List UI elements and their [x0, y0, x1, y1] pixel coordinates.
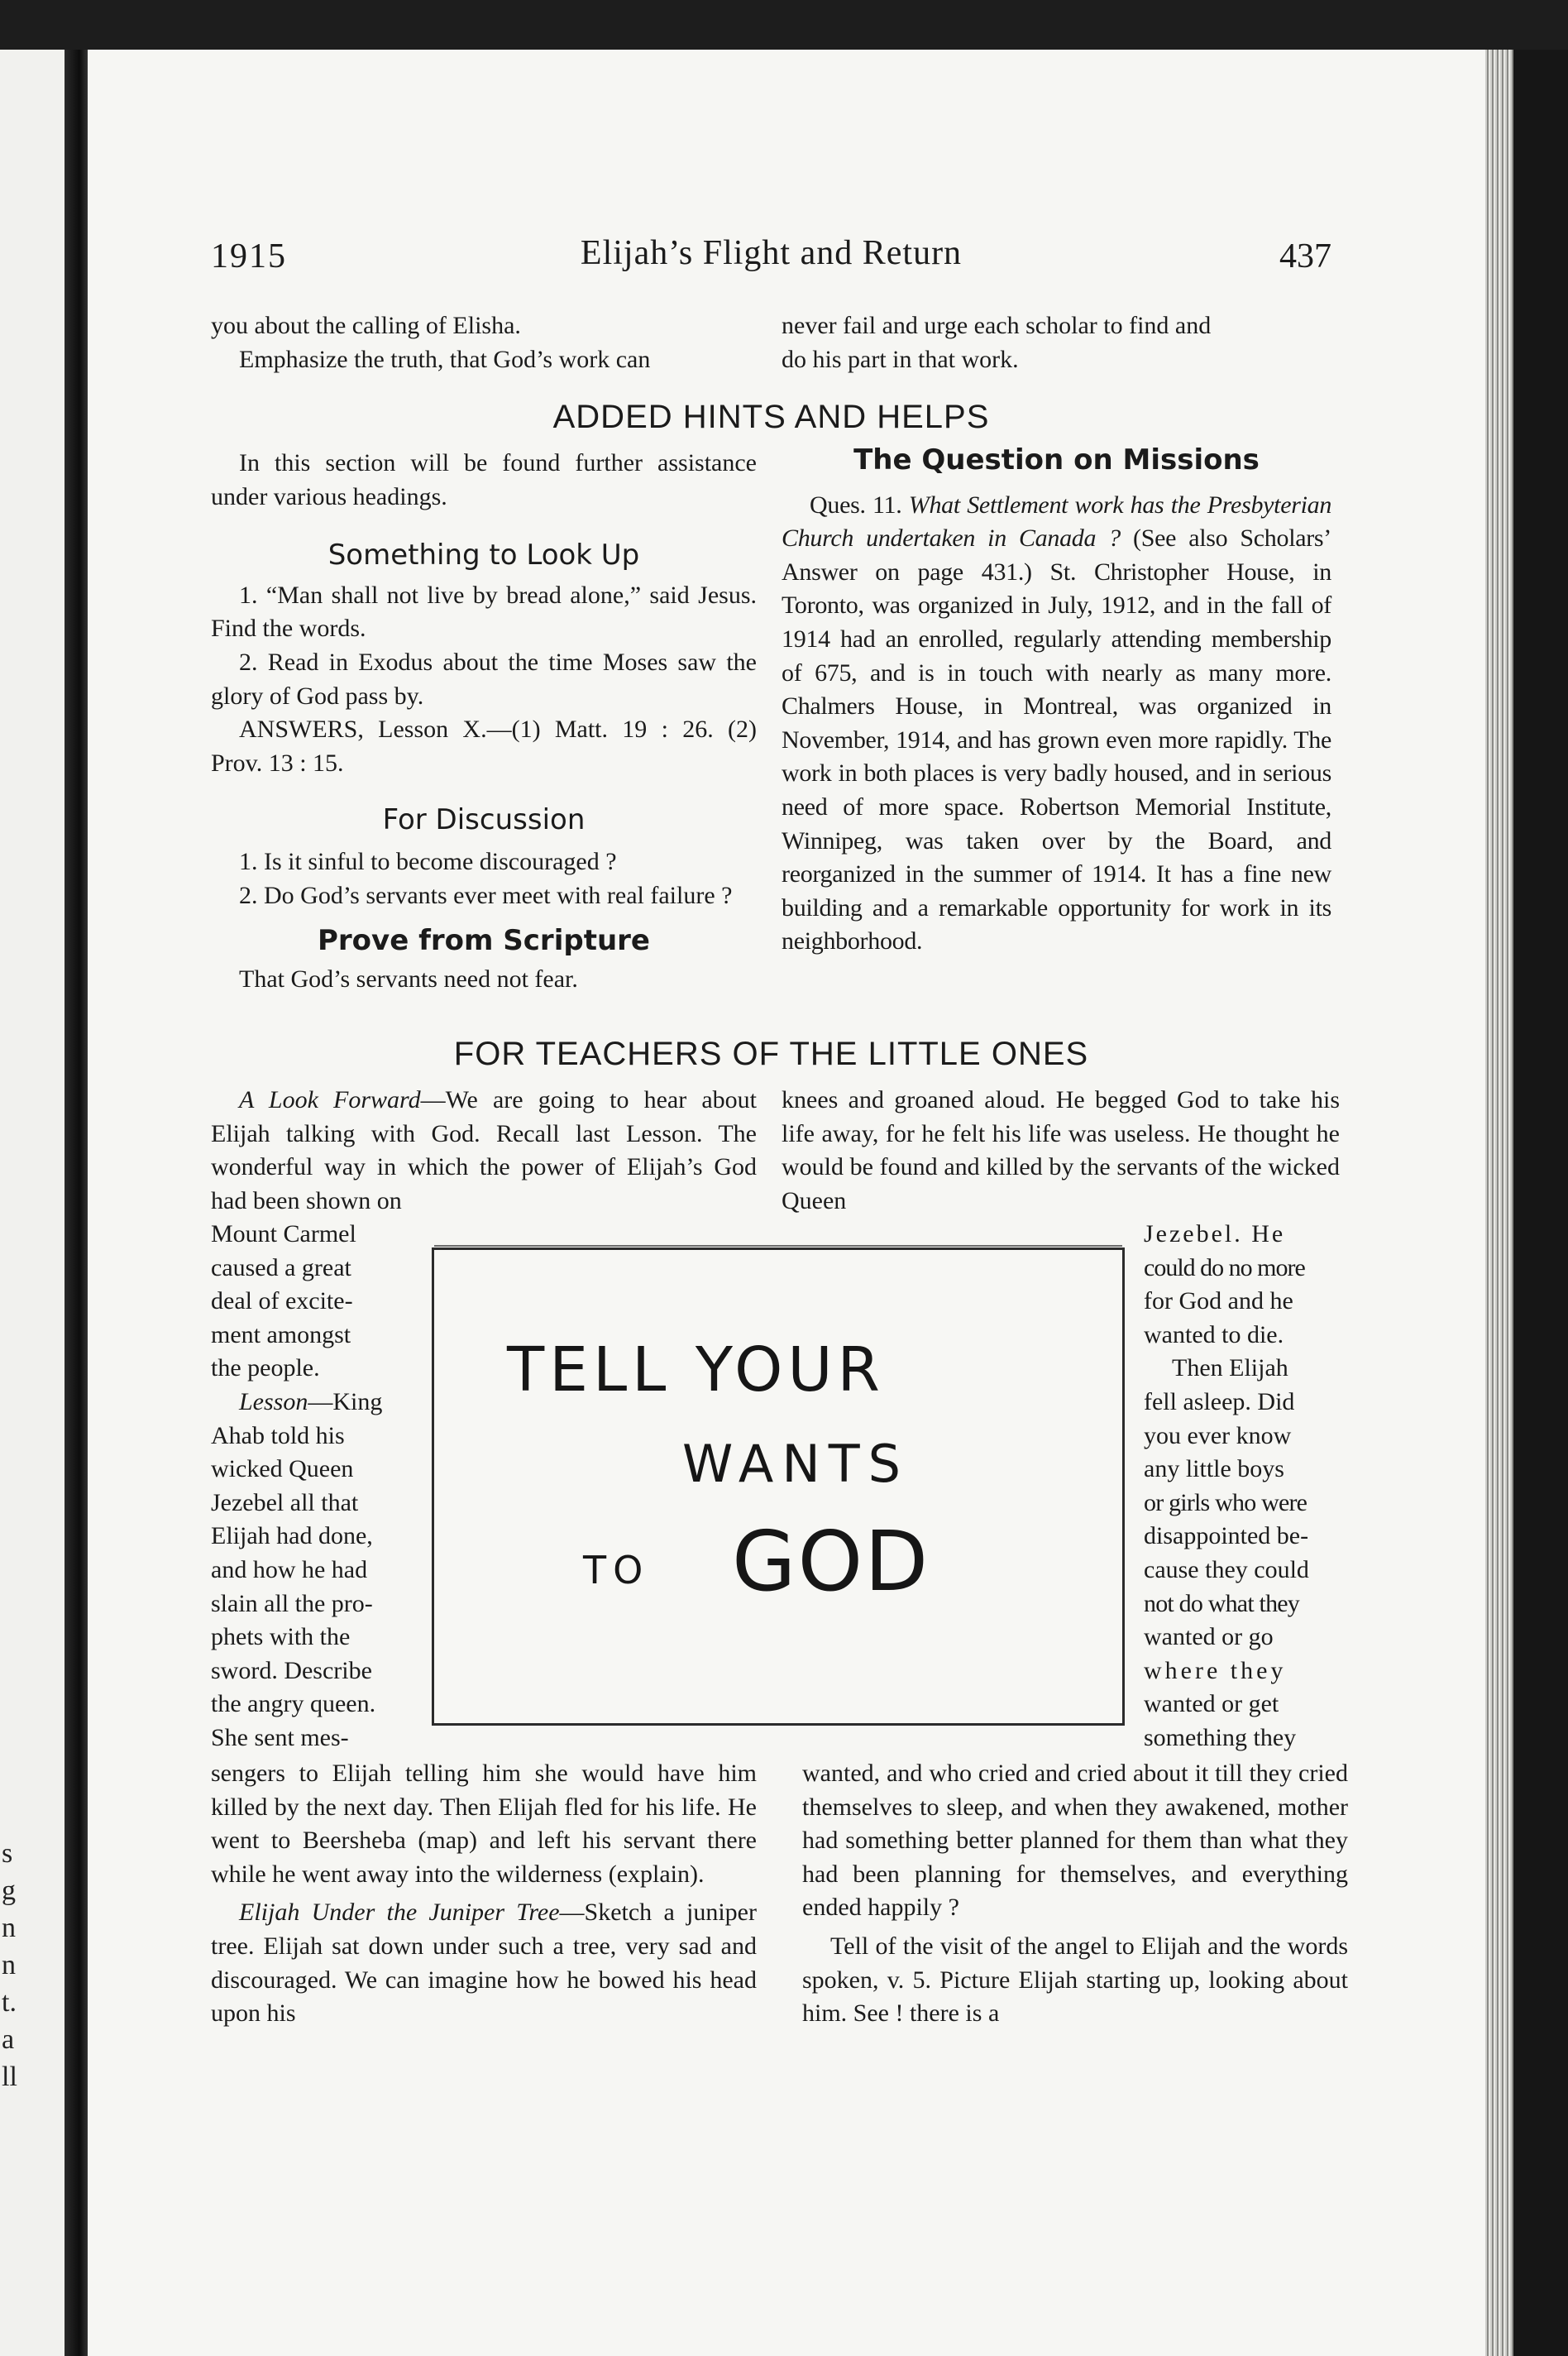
text-line: Emphasize the truth, that God’s work can — [239, 345, 651, 373]
wrap-line: the angry queen. — [211, 1690, 376, 1718]
book-gutter — [65, 50, 89, 2356]
wrap-line: could do no more — [1144, 1253, 1305, 1281]
wrap-line: disappointed be- — [1144, 1522, 1309, 1550]
poster-line-2: WANTS — [682, 1434, 909, 1494]
wrap-line: sword. Describe — [211, 1656, 372, 1684]
lesson-label: Lesson — [239, 1387, 308, 1415]
subheading-missions: The Question on Missions — [853, 443, 1260, 476]
wrap-line: Jezebel all that — [211, 1488, 359, 1516]
right-last-paragraph: Tell of the visit of the angel to Elijah and the words spoken, v. 5. Picture Elijah starting up, looking about him. See ! there is a — [802, 1932, 1348, 2028]
section-heading-little-ones: FOR TEACHERS OF THE LITTLE ONES — [453, 1036, 1089, 1072]
wrap-line: —King — [308, 1387, 383, 1415]
subheading-look-up: Something to Look Up — [327, 539, 640, 572]
left-bottom-column — [211, 1757, 757, 2031]
wrap-line: something they — [1144, 1723, 1297, 1751]
facing-page — [0, 50, 66, 2356]
right-bottom-column — [802, 1757, 1348, 2031]
wrap-line: you ever know — [1144, 1421, 1292, 1449]
left-wrap-column — [211, 1218, 414, 1755]
wrap-line: Elijah had done, — [211, 1522, 373, 1550]
wrap-line: ment amongst — [211, 1320, 351, 1348]
facing-page-fragment: ll — [2, 2062, 17, 2092]
wrap-line: the people. — [211, 1354, 320, 1382]
juniper-label: Elijah Under the Juniper Tree — [239, 1899, 560, 1927]
poster-line-3-big: GOD — [732, 1513, 930, 1610]
right-top-text: knees and groaned aloud. He begged God to take his life away, for he felt his life was useless. He thought he would be found and killed by the servants of the wicked Queen — [782, 1086, 1340, 1214]
hints-left-column — [211, 447, 757, 996]
right-after-poster: wanted, and who cried and cried about it till they cried themselves to sleep, and when they awakened, mother had something better planned for them than what they had been planning for themselves, and everything ended happily ? — [802, 1760, 1348, 1922]
look-up-item: 1. “Man shall not live by bread alone,” said Jesus. Find the words. — [211, 581, 757, 643]
page-edge-shadow — [1513, 50, 1568, 2356]
question-label: Ques. 11. — [810, 491, 902, 519]
wrap-line: She sent mes- — [211, 1723, 349, 1751]
mission-question: What Settlement work has the Presbyterian Church undertaken in Canada ? — [782, 491, 1332, 553]
poster-line-3-small: TO — [583, 1548, 650, 1592]
wrap-line: where they — [1144, 1656, 1287, 1684]
look-up-answers: ANSWERS, Lesson X.—(1) Matt. 19 : 26. (2) Prov. 13 : 15. — [211, 716, 757, 777]
text-line: never fail and urge each scholar to find and — [782, 312, 1212, 339]
hints-right-column — [782, 443, 1331, 959]
poster-rule — [434, 1245, 1122, 1247]
look-forward-label: A Look Forward — [239, 1086, 421, 1113]
subheading-prove: Prove from Scripture — [318, 924, 650, 958]
wrap-line: not do what they — [1144, 1589, 1300, 1617]
right-top-paragraph — [782, 1084, 1340, 1218]
left-after-poster: sengers to Elijah telling him she would have him killed by the next day. Then Elijah fled for his life. He went to Beersheba (map) and left his servant there while he went away into the wilderness (explain). — [211, 1760, 757, 1888]
wrap-line: caused a great — [211, 1253, 351, 1281]
look-up-item: 2. Read in Exodus about the time Moses saw the glory of God pass by. — [211, 648, 757, 710]
look-forward-paragraph — [211, 1084, 757, 1218]
wrap-line: any little boys — [1144, 1455, 1284, 1483]
facing-page-fragment: s — [2, 1838, 13, 1869]
facing-page-fragment: t. — [2, 1987, 17, 2018]
top-left-column — [211, 309, 757, 376]
wrap-line: Then Elijah — [1172, 1354, 1288, 1382]
wrap-line: phets with the — [211, 1623, 351, 1651]
subheading-discussion: For Discussion — [382, 803, 586, 837]
facing-page-fragment: n — [2, 1913, 16, 1943]
wrap-line: wanted or go — [1144, 1623, 1274, 1651]
juniper-text: —Sketch a juniper tree. Elijah sat down under such a tree, very sad and discouraged. We can imagine how he bowed his head upon his — [211, 1899, 757, 2028]
wrap-line: cause they could — [1144, 1555, 1309, 1583]
discussion-item: 1. Is it sinful to become discouraged ? — [239, 847, 617, 875]
poster-line-1: TELL YOUR — [507, 1334, 885, 1405]
page-title: Elijah’s Flight and Return — [580, 234, 963, 272]
poster-illustration — [432, 1247, 1125, 1726]
wrap-line: or girls who were — [1144, 1488, 1307, 1516]
wrap-line: slain all the pro- — [211, 1589, 373, 1617]
text-line: do his part in that work. — [782, 345, 1019, 373]
hints-intro: In this section will be found further assistance under various headings. — [211, 449, 757, 510]
wrap-line: Jezebel. He — [1144, 1220, 1286, 1247]
wrap-line: Ahab told his — [211, 1421, 345, 1449]
look-forward-text: —We are going to hear about Elijah talking with God. Recall last Lesson. The wonderful way in which the power of Elijah’s God had been shown on — [211, 1086, 758, 1214]
running-head — [211, 233, 1331, 283]
top-right-column — [782, 309, 1331, 376]
wrap-line: for God and he — [1144, 1287, 1293, 1315]
prove-text: That God’s servants need not fear. — [239, 965, 578, 993]
discussion-item: 2. Do God’s servants ever meet with real failure ? — [239, 881, 733, 909]
section-heading-added-hints: ADDED HINTS AND HELPS — [552, 399, 990, 435]
right-wrap-column — [1144, 1218, 1346, 1755]
facing-page-fragment: g — [2, 1875, 16, 1906]
facing-page-fragment: a — [2, 2024, 15, 2055]
wrap-line: deal of excite- — [211, 1287, 353, 1315]
year: 1915 — [211, 237, 287, 275]
wrap-line: and how he had — [211, 1555, 368, 1583]
page-edges — [1485, 50, 1513, 2356]
facing-page-fragment: n — [2, 1950, 16, 1980]
wrap-line: wicked Queen — [211, 1455, 354, 1483]
text-line: you about the calling of Elisha. — [211, 312, 521, 339]
wrap-line: wanted or get — [1144, 1690, 1279, 1718]
mission-answer: (See also Scholars’ Answer on page 431.) St. Christopher House, in Toronto, was organized in July, 1912, and in the fall of 1914 had an enrolled, regularly attending membership of 675, and is in touch with nearly as many more. Chalmers House, in Montreal, was organized in November, 1914, and has grown even more rapidly. The work in both places is very badly housed, and in serious need of more space. Robertson Memorial Institute, Winnipeg, was taken over by the Board, and reorganized in the summer of 1914. It has a fine new building and a remarkable opportunity for work in its neighborhood. — [782, 524, 1331, 955]
wrap-line: wanted to die. — [1144, 1320, 1284, 1348]
wrap-line: fell asleep. Did — [1144, 1387, 1295, 1415]
wrap-line: Mount Carmel — [211, 1220, 356, 1247]
page-number: 437 — [1279, 237, 1331, 275]
